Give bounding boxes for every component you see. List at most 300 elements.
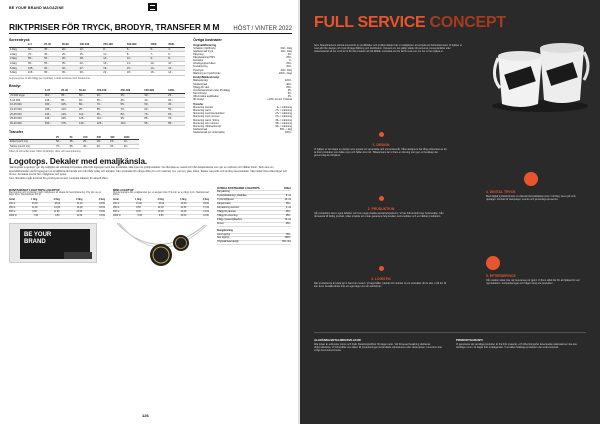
table-cell: 30:-	[61, 57, 79, 62]
table-cell: 140:-	[78, 121, 96, 126]
price-tables	[9, 36, 187, 153]
guarantee-text: Vi garanterar att samtliga produkter är fria från material- och tillverkningsfel. Eventuella reklamationer ska ske skriftligen inom 14 dagar från mottagandet. Vi ersätter felaktiga produkter utan extra kostnad.	[456, 343, 577, 350]
cost-label: Montering med nummer	[193, 115, 220, 119]
table-cell: 5-färg	[9, 66, 27, 71]
table-cell: 12:-	[150, 61, 168, 66]
cost-value: 35+ / märkning	[275, 121, 292, 125]
table-cell: 11:-	[102, 52, 126, 57]
table-header-cell: 250-499	[102, 43, 126, 47]
table-cell: 8:-	[167, 57, 185, 62]
table-cell: 50:-	[143, 102, 167, 107]
table-header-cell: 50-99	[78, 89, 96, 93]
table-cell: 60:-	[43, 66, 61, 71]
production-title: 2. PRODUKTION	[367, 207, 395, 211]
cost-label: Offertmärke applikation	[193, 95, 219, 99]
table-cell: 8:-	[102, 47, 126, 52]
table-cell: 35:-	[69, 140, 83, 145]
price-cell: 15,00	[31, 203, 38, 206]
table-cell: 20:-	[61, 47, 79, 52]
price-cell: 9,50	[55, 215, 60, 217]
table-cell: 10:-	[126, 57, 150, 62]
table-row	[9, 71, 185, 76]
cost-label: Namnbrodyr	[193, 92, 207, 96]
table-cell: 175:-	[60, 121, 78, 126]
cost-row	[217, 223, 291, 227]
cost-value: 3:-/st	[285, 207, 291, 210]
cost-group-heading: Brodyr/Märkesbrodyr	[193, 76, 220, 80]
table-cell: 5-10 000	[9, 98, 44, 103]
design-label: Liten logotyp	[217, 233, 231, 236]
price-cell: 9,50	[32, 211, 37, 214]
cost-value: 250:-	[285, 211, 291, 213]
table-cell: 35:-	[167, 98, 185, 103]
table-cell: 15:-	[126, 66, 150, 71]
table-cell: 27:-	[79, 66, 103, 71]
design-title: 1. DESIGN	[372, 143, 390, 147]
cost-label: Märkesbrodyr	[193, 79, 209, 83]
table-cell: 45:-	[120, 98, 144, 103]
table-header-cell: 500-999	[143, 89, 167, 93]
cost-value: 27+ / märkning	[275, 109, 292, 113]
table-cell: 18:-	[126, 71, 150, 76]
table-cell: 110:-	[78, 112, 96, 117]
table-cell: 14:-	[150, 66, 168, 71]
cost-label: Påsyning	[193, 52, 204, 56]
lanyard-image	[113, 221, 209, 273]
table-cell: 10:-	[167, 61, 185, 66]
price-cell: 11,50	[53, 211, 60, 214]
price-cell: 18,50	[99, 207, 105, 210]
product-guarantee	[456, 338, 586, 349]
header-cell: 1 färg	[135, 199, 142, 202]
table-header-cell: 200	[96, 135, 110, 139]
table-header-cell: 50	[69, 135, 83, 139]
table-cell: 95:-	[143, 121, 167, 126]
transfer-note: Offert på större/fler antal. Offert på färdiga, vikta- och lasermärkning.	[9, 150, 82, 154]
cost-label: Montering i Märkesbrodyr	[193, 124, 222, 128]
digital-title: 4. DIGITAL TRYCK	[486, 190, 516, 194]
table-cell: 105:-	[60, 102, 78, 107]
production-icon	[379, 196, 384, 201]
table-cell: 16:-	[150, 71, 168, 76]
table-cell: 120:-	[60, 107, 78, 112]
table-cell: 85:-	[167, 121, 185, 126]
table-cell: 40:-	[82, 144, 96, 149]
title-part-b: CONCEPT	[429, 14, 506, 31]
table-cell: <5 000 stygn	[9, 93, 44, 98]
price-cell: 100 st	[113, 203, 120, 206]
table-cell: 75:-	[55, 144, 69, 149]
product-title: MINI LOGOTOP	[113, 187, 134, 192]
product-mini-logotop	[113, 188, 209, 278]
table-cell: 95:-	[27, 61, 43, 66]
price-cell: 13,50	[99, 215, 105, 217]
table-cell: 160:-	[44, 102, 60, 107]
cost-label: Montering med lasertekniker	[193, 112, 225, 116]
table-cell: 75:-	[167, 116, 185, 121]
sticker-tag-icon	[64, 252, 92, 259]
table-cell: 8:-	[126, 52, 150, 57]
price-cell: 16,00	[158, 203, 165, 206]
screen-note: Angivna priser är alla tillägg per tryck/färg. Lokala avvikelser kan förekomma.	[9, 76, 91, 80]
other-costs	[193, 36, 292, 153]
table-cell: 235:-	[44, 116, 60, 121]
table-cell: 85:-	[143, 116, 167, 121]
screen-price-table	[9, 43, 185, 76]
page-number: 126	[142, 413, 149, 418]
table-cell: 14:-	[167, 71, 185, 76]
step-digital	[486, 190, 586, 201]
design-value: 600:-/tim	[282, 241, 291, 244]
table-header-cell: 250-499	[120, 89, 144, 93]
cost-label: Tryckmöjligheter	[217, 199, 234, 202]
step-production	[314, 188, 448, 218]
price-columns	[9, 36, 292, 153]
table-cell: 25:-	[167, 93, 185, 98]
design-label: Originalarbete/design	[217, 241, 239, 244]
cost-value: 500:- / färg	[279, 128, 292, 132]
table-header-cell: 100-249	[79, 43, 103, 47]
cost-group-heading: Original/Montering	[193, 43, 217, 47]
table-cell: 155:-	[60, 116, 78, 121]
table-cell: 6:-	[167, 52, 185, 57]
table-cell: 65:-	[60, 93, 78, 98]
price-cell: 14,50	[180, 207, 187, 210]
cost-label: Startkostnad	[193, 128, 208, 132]
cost-value: 35:-	[287, 88, 292, 92]
cost-value: 27+ / märkning	[275, 115, 292, 119]
price-cell: 12,00	[180, 211, 187, 214]
page-title: RIKTPRISER FÖR TRYCK, BRODYR, TRANSFER M M	[9, 22, 220, 32]
table-cell: 15:-	[109, 140, 123, 145]
brand-sticker-image	[9, 223, 97, 263]
step-aftersales	[486, 274, 586, 285]
brand-logo-icon	[148, 3, 157, 11]
header-cell: 2 färg	[53, 199, 60, 202]
cost-value: 250:-	[286, 62, 292, 66]
design-row	[217, 241, 291, 245]
production-text: Vår produktion sker i egna fabriker och hos noga utvalda samarbetspartners. Vi har full kontroll över hela kedjan, från råmaterial till färdig produkt, vilket innebär att vi kan garantera hög kvalitet, korta ledtider och en hållbar produktion.	[314, 212, 444, 219]
table-header-cell: 0-4	[27, 43, 43, 47]
brodyr-heading: Brodyr	[9, 83, 21, 88]
price-cell: 250 st	[9, 207, 16, 210]
table-cell: 55:-	[69, 144, 83, 149]
logotops-note: Som riktmärke ingår kostnad för grundtryckmoment, kontakta säljaren för aktuell offert.	[9, 177, 109, 181]
table-header-cell: 100	[82, 135, 96, 139]
cost-value: +10% vid ord. Prislista	[267, 98, 292, 102]
table-cell: 60:-	[143, 107, 167, 112]
cost-label: Tillägg för pantone	[217, 211, 236, 213]
guarantee-title: PRODUKTGARANTI	[456, 338, 483, 342]
cost-value: 250:-	[285, 203, 291, 206]
table-cell: 1-färg	[9, 47, 27, 52]
cost-value: 600:- /färg	[280, 46, 292, 50]
table-cell: 25-30 000	[9, 116, 44, 121]
aftersales-text: Vår relation slutar inte när leveransen är gjord. Vi finns alltid här för att hjälpa till med nyproduktion, kompletteringar och frågor kring era produkter.	[486, 279, 580, 286]
product-desc: Runda logotops där emaljkänslan ger en elegant look. Pris inkl. av en färgs tryck. Startkostnad 400 kr.	[113, 191, 209, 197]
price-cell: 11,00	[31, 207, 38, 210]
table-cell: 12:-	[167, 66, 185, 71]
table-cell: Större (ca 10 cm)	[9, 144, 55, 149]
design-heading: Designlösning	[217, 230, 291, 234]
table-cell: 55:-	[167, 107, 185, 112]
cost-label: Inlägg i presentpåse/box	[217, 218, 243, 221]
cost-label: 3D brodyr	[193, 98, 205, 102]
table-cell: 185:-	[44, 107, 60, 112]
table-header-cell: 500-999	[126, 43, 150, 47]
payment-text: Alla priser är exklusive moms och frakt. Betalningsvillkor 30 dagar netto. Vid försenad betalning debiteras dröjsmålsränta. Vi förbehåller oss rätten till prisjusteringar vid ändrade valutakurser eller råvarupriser. Leverans sker enligt överenskommelse.	[314, 343, 443, 353]
logotops-other-costs	[217, 188, 291, 278]
table-cell: 4-färg	[9, 61, 27, 66]
table-cell: 85:-	[60, 98, 78, 103]
price-cell: 6,50	[137, 215, 143, 217]
table-cell: 65:-	[43, 71, 61, 76]
price-cell: 12,00	[157, 207, 164, 210]
table-cell: 10-15 000	[9, 102, 44, 107]
price-cell: 21,00	[76, 203, 83, 206]
price-cell: 8,50	[159, 215, 164, 217]
cost-value: 35:-	[287, 95, 292, 99]
table-header-cell: 25-49	[43, 43, 61, 47]
table-header-cell: 400	[109, 135, 123, 139]
table-cell: 14:-	[102, 57, 126, 62]
header-cell: Antal	[113, 199, 119, 202]
table-header-cell: 100-249	[96, 89, 120, 93]
step-design	[314, 124, 448, 158]
table-cell: 80:-	[120, 112, 144, 117]
header-cell: 1 färg	[31, 199, 38, 202]
cost-value: 1200:-	[284, 79, 292, 83]
header-cell: 2 färg	[157, 199, 164, 202]
product-runtangnat	[9, 188, 105, 278]
brodyr-price-table	[9, 89, 185, 127]
table-cell: 30-40 000	[9, 121, 44, 126]
table-header-cell: 2500-	[167, 43, 185, 47]
table-cell: 70:-	[120, 107, 144, 112]
table-header-cell: 1000-	[167, 89, 185, 93]
payment-title: ALLMÄNNA BETALNINGSVILLKOR	[314, 338, 361, 342]
table-cell: 45:-	[43, 52, 61, 57]
table-header-cell: 1-24	[44, 89, 60, 93]
other-costs-heading: Övriga kostnader	[193, 38, 222, 42]
table-cell: 110:-	[120, 121, 144, 126]
cost-label: Korrektur	[193, 59, 204, 63]
cost-value: 60:-	[287, 52, 292, 56]
logistics-title: 3. LOGISTIK	[371, 277, 391, 281]
cost-group-heading: Transfer	[193, 103, 204, 106]
cost-value: 10:-/st	[284, 218, 291, 221]
price-cell: 7,50	[33, 215, 39, 217]
price-cell: 19,00	[180, 203, 187, 206]
cost-value: 350:-	[285, 214, 291, 217]
table-cell: 70:-	[143, 112, 167, 117]
table-cell: 85:-	[96, 107, 120, 112]
cost-label: Tryck/påssättning i plastpåse	[217, 195, 247, 198]
product-price-table	[113, 199, 209, 219]
cost-label: Startkostnad per ordermärke	[193, 131, 225, 135]
cost-value: 12:-/st	[284, 199, 291, 202]
table-cell: 95:-	[120, 116, 144, 121]
table-cell: 50:-	[55, 140, 69, 145]
cost-label: Textskrivning	[193, 65, 208, 69]
table-cell: 2-färg	[9, 52, 27, 57]
price-cell: 9,50	[136, 207, 141, 210]
table-cell: 9:-	[150, 57, 168, 62]
design-value: 750:-	[285, 233, 291, 236]
cost-value: 27+ / märkning	[275, 112, 292, 116]
logistics-icon	[379, 266, 384, 271]
cost-value: 250:-	[285, 222, 291, 225]
price-cell: 100 st	[9, 203, 16, 206]
price-cell: 13,50	[76, 211, 83, 214]
header-cell: 4 färg	[202, 199, 209, 202]
aftersales-title: 5. EFTERSERVICE	[486, 274, 516, 278]
table-cell: 25:-	[61, 52, 79, 57]
table-cell: 15-20 000	[9, 107, 44, 112]
table-cell: 18:-	[79, 57, 103, 62]
design-label: Stor logotyp	[217, 237, 230, 240]
cost-value: 1000:- /logo	[278, 71, 292, 75]
table-cell: 20-25 000	[9, 112, 44, 117]
magazine-name: BE YOUR BRAND MAGAZINE	[9, 6, 64, 10]
table-cell: 12:-	[123, 140, 139, 145]
logotops-heading: Logotops. Dekaler med emaljkänsla.	[9, 157, 148, 167]
table-cell: 25:-	[109, 144, 123, 149]
table-cell: 125:-	[78, 116, 96, 121]
p3-price-label: Offert	[283, 186, 291, 190]
table-cell: 135:-	[44, 98, 60, 103]
design-value: 1500:-	[284, 237, 291, 240]
price-cell: 1000 st	[9, 215, 17, 217]
price-cell: 24,00	[99, 203, 105, 206]
product-table-row	[9, 215, 105, 219]
price-cell: 250 st	[113, 207, 120, 210]
table-cell: 20:-	[123, 144, 139, 149]
table-cell: 95:-	[96, 112, 120, 117]
price-header	[9, 22, 292, 34]
header-cell: Antal	[9, 199, 15, 202]
price-cell: 500 st	[113, 211, 120, 214]
table-cell: 80:-	[78, 102, 96, 107]
cost-value: 8:-/st	[285, 195, 291, 198]
cost-label: Färgkorrektur	[217, 203, 231, 206]
table-cell: 105:-	[27, 66, 43, 71]
table-cell: 110:-	[44, 93, 60, 98]
design-icon	[379, 132, 384, 137]
table-cell: 35:-	[61, 61, 79, 66]
cost-label: Stratkostnad	[193, 82, 208, 86]
cost-label: Påsydetalning PMS	[193, 55, 215, 59]
table-header-cell: 1000	[123, 135, 139, 139]
table-header-cell: 25	[55, 135, 69, 139]
logistics-text: När produkterna är klara tar vi hand om resten. Vi lagerhåller, packar och skickar ut era produkter dit de ska, i rätt tid. Ni kan även beställa direkt från ert eget lager via vår webbshop.	[314, 282, 447, 289]
right-page	[300, 0, 600, 424]
brand-bottom: BRAND	[24, 238, 46, 245]
table-row	[9, 121, 185, 126]
cost-label: Tillägg för extra färg	[217, 214, 238, 217]
table-cell: 60:-	[27, 47, 43, 52]
table-cell: 6:-	[126, 47, 150, 52]
cost-label: Arbetsgrupper/vikter	[193, 62, 216, 66]
table-cell: 210:-	[44, 112, 60, 117]
step-logistics	[314, 258, 448, 288]
cost-label: Omstartskostnad under 25 tillägg	[193, 88, 230, 92]
header-cell: 3 färg	[76, 199, 83, 202]
header-cell: 3 färg	[180, 199, 187, 202]
table-cell: 6-färg	[9, 71, 27, 76]
p3-title: ÖVRIGA KOSTNADER LOGOTOPS	[217, 186, 260, 190]
price-cell: 10,00	[157, 211, 164, 214]
cost-value: 35+ / märkning	[275, 118, 292, 122]
design-text: Vi hjälper er att skapa en design som passar ert varumärke och era önskemål. Våra designers har lång erfarenhet av att ta fram produkter som både syns och håller över tid. Tillsammans tar vi fram en lösning som ger ert budskap det genomslag det förtjänar.	[314, 148, 447, 158]
table-cell: 35:-	[120, 93, 144, 98]
table-cell: 115:-	[27, 71, 43, 76]
payment-terms	[314, 338, 444, 353]
price-cell: 10,50	[180, 215, 187, 217]
logotops-text: "Hamnpriser Logotops" ger dig möjlighet att utforska ett bredare utbud för logotyper som kan användas i alla typer av profilprodukter. De tillverkas av metall och hårt dekalmaterial som ger en exklusiv och hållbar finish. Tack vare sin specialtillverkade yta får logotypen en emaljliknande känsla som blir både tydlig och attraktiv. Kan användas till många olika ytor och material, t.ex. pennor, glas, kåsor, flaskor, lanyards och andra presentartiklar. Välj mellan flera olika färger och former. Kontakta oss för fler möjligheter och priser.	[9, 166, 288, 176]
table-cell: 85:-	[27, 57, 43, 62]
table-cell: 40:-	[61, 66, 79, 71]
mugs-image	[490, 36, 590, 114]
page-gutter	[298, 0, 302, 424]
table-header-cell: 1000-	[150, 43, 168, 47]
table-cell: 7:-	[150, 52, 168, 57]
intro-text: Som Skandinaviens största leverantör av profilkläder och profilprodukter har vi möjligheten att erbjuda ett helhetskoncept. Vi hjälper er med allt från design och tryck till lagerhållning och distribution. Oavsett om det gäller kläder till personal, presentartiklar eller mässmaterial så ser vi till att ni får rätt produkt vid rätt tillfälle. Kontakta oss för att få veta mer om hur vi kan hjälpa er.	[314, 44, 463, 54]
table-cell: 55:-	[96, 98, 120, 103]
table-cell: 12:-	[79, 47, 103, 52]
table-cell: 65:-	[167, 112, 185, 117]
table-cell: 65:-	[78, 98, 96, 103]
table-cell: 22:-	[102, 71, 126, 76]
table-cell: 55:-	[120, 102, 144, 107]
table-cell: 13:-	[126, 61, 150, 66]
price-cell: 22,00	[203, 203, 209, 206]
table-cell: 30:-	[79, 71, 103, 76]
table-cell: 95:-	[78, 107, 96, 112]
cost-label: Montering namn, Större	[193, 118, 220, 122]
cost-label: Montering och nummer	[193, 121, 219, 125]
table-cell: 30:-	[143, 93, 167, 98]
product-table-row	[113, 215, 209, 219]
cost-label: Montering transfer	[193, 106, 214, 109]
cost-row	[193, 72, 292, 75]
title-part-a: FULL SERVICE	[314, 14, 426, 31]
table-cell: 30:-	[96, 144, 110, 149]
season-label: HÖST / VINTER 2022	[233, 26, 292, 32]
table-cell: 260:-	[44, 121, 60, 126]
price-cell: 12,50	[203, 215, 209, 217]
transfer-price-table	[9, 135, 139, 149]
table-row	[9, 144, 139, 149]
price-cell: 11,50	[76, 215, 83, 217]
table-cell: 50:-	[78, 93, 96, 98]
table-cell: 35:-	[43, 47, 61, 52]
table-cell: 110:-	[96, 116, 120, 121]
table-cell: 3-färg	[9, 57, 27, 62]
table-cell: 5:-	[150, 47, 168, 52]
table-cell: 55:-	[43, 61, 61, 66]
cost-value: 400:-	[286, 82, 292, 86]
table-cell: 4:-	[167, 47, 185, 52]
cost-row	[193, 131, 292, 134]
cost-row	[193, 98, 292, 101]
cost-value: 50+ / märkning	[275, 124, 292, 128]
cost-value: 250:-	[286, 55, 292, 59]
cost-value: 400:- /färg	[280, 68, 292, 72]
cost-value: 60:-	[287, 92, 292, 96]
header-cell: 4 färg	[98, 199, 105, 202]
table-cell: 40:-	[143, 98, 167, 103]
